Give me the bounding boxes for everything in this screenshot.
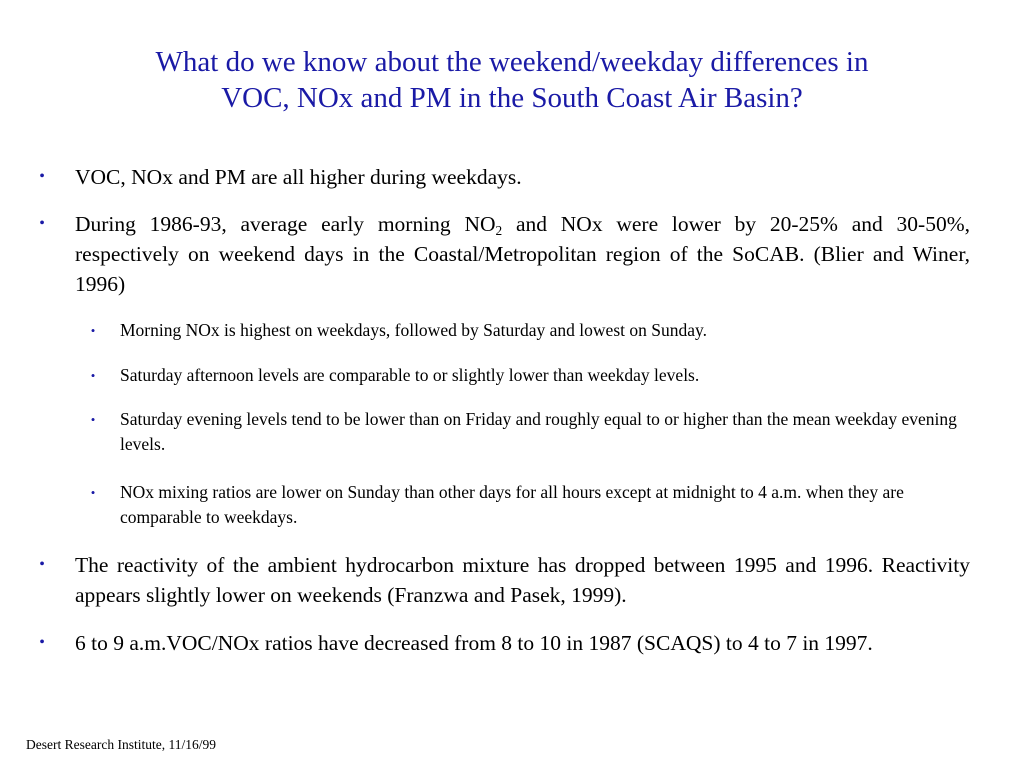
sub-bullet-text: Saturday evening levels tend to be lower than on Friday and roughly equal to or higher than the mean weekday evening levels. (120, 409, 957, 454)
bullet-dot: • (39, 634, 45, 651)
sub-bullet-item (120, 363, 970, 388)
bullet-item (75, 209, 970, 299)
footer-text: Desert Research Institute, 11/16/99 (26, 737, 216, 752)
sub-bullet-text: Saturday afternoon levels are comparable to or slightly lower than weekday levels. (120, 365, 700, 385)
bullet-text-continued: and NOx were lower by 20-25% and 30-50%, respectively on weekend days in the Coastal/Metropolitan region of the SoCAB. (Blier and Winer, 1996) (75, 212, 970, 296)
bullet-dot: • (39, 556, 45, 573)
sub-bullet-item (120, 407, 970, 457)
bullet-dot: • (39, 168, 45, 185)
bullet-text: 6 to 9 a.m.VOC/NOx ratios have decreased from 8 to 10 in 1987 (SCAQS) to 4 to 7 in 1997. (75, 631, 873, 655)
bullet-item (75, 550, 970, 610)
title-line-2: VOC, NOx and PM in the South Coast Air Basin? (221, 82, 803, 114)
bullet-item (75, 628, 970, 658)
bullet-text: VOC, NOx and PM are all higher during weekdays. (75, 165, 522, 189)
bullet-item (75, 162, 970, 192)
bullet-text: The reactivity of the ambient hydrocarbon mixture has dropped between 1995 and 1996. Reactivity appears slightly lower on weekends (Franzwa and Pasek, 1999). (75, 553, 970, 607)
no2-subscript: 2 (495, 222, 503, 238)
sub-bullet-dot: • (90, 485, 96, 500)
bullet-text: During 1986-93, average early morning NO (75, 212, 496, 236)
sub-bullet-item (120, 480, 970, 530)
sub-bullet-text: Morning NOx is highest on weekdays, followed by Saturday and lowest on Sunday. (120, 320, 707, 340)
sub-bullet-item (120, 318, 970, 343)
sub-bullet-dot: • (90, 368, 96, 383)
sub-bullet-dot: • (90, 323, 96, 338)
sub-bullet-dot: • (90, 412, 96, 427)
title-line-1: What do we know about the weekend/weekday differences in (155, 46, 869, 78)
sub-bullet-text: NOx mixing ratios are lower on Sunday than other days for all hours except at midnight to 4 a.m. when they are comparable to weekdays. (120, 482, 904, 527)
bullet-dot: • (39, 215, 45, 232)
